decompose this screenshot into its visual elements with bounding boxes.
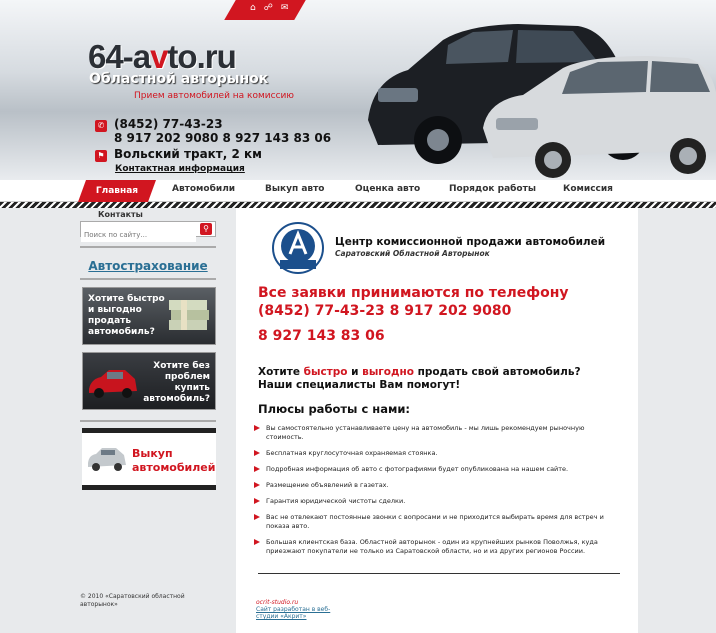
copyright: © 2010 «Саратовский областной авторынок» <box>80 593 185 608</box>
search-icon[interactable]: ⚲ <box>200 223 212 235</box>
question-text: Хотите <box>258 366 304 378</box>
sell-banner[interactable] <box>82 287 216 345</box>
money-icon <box>167 296 211 336</box>
list-item: Большая клиентская база. Областной авторынок - один из крупнейших рынков Поволжья, куда приезжают покупатели не только из Саратовской области, но и из других регионов России. <box>254 538 620 556</box>
center-subtitle: Саратовский Областной Авторынок <box>335 249 490 258</box>
phones-heading: Все заявки принимаются по телефону <box>258 285 569 301</box>
nav-item-home[interactable] <box>78 180 156 202</box>
phone-2: 8 917 202 9080 8 927 143 83 06 <box>114 131 332 145</box>
home-icon[interactable]: ⌂ <box>250 3 256 13</box>
list-item: Размещение объявлений в газетах. <box>254 481 620 490</box>
main-content <box>236 208 638 633</box>
phones-block <box>258 284 569 320</box>
list-item: Вас не отвлекают постоянные звонки с вопросами и не приходится выбирать время для встреч и показа авто. <box>254 513 620 531</box>
contact-info-link[interactable]: Контактная информация <box>115 164 245 174</box>
divider <box>80 246 216 248</box>
buyout-banner[interactable] <box>82 428 216 490</box>
logo-part: to.ru <box>167 38 236 75</box>
flag-icon: ⚑ <box>95 150 107 162</box>
benefits-list <box>254 424 620 563</box>
list-item: Подробная информация об авто с фотографиями будет опубликована на нашем сайте. <box>254 465 620 474</box>
mail-icon[interactable]: ✉ <box>280 3 289 13</box>
main-nav <box>0 180 716 202</box>
red-car-icon <box>87 365 139 401</box>
question-line-2: Наши специалисты Вам помогут! <box>258 379 461 391</box>
market-logo-emblem <box>272 222 324 274</box>
divider <box>80 278 216 280</box>
sidebar <box>80 208 220 628</box>
nav-item-buyout[interactable]: Выкуп авто <box>265 184 325 194</box>
silver-car-icon <box>86 445 128 473</box>
sitemap-icon[interactable]: ☍ <box>263 3 273 13</box>
divider <box>258 573 620 574</box>
list-item: Бесплатная круглосуточная охраняемая стоянка. <box>254 449 620 458</box>
header-contacts <box>95 117 331 174</box>
developer-brand[interactable]: ocrit-studio.ru <box>256 599 299 606</box>
nav-item-label: Главная <box>95 186 139 196</box>
contacts-label[interactable]: Контакты <box>98 210 143 219</box>
sell-banner-text: Хотите быстро и выгодно продать автомобиль? <box>88 294 165 337</box>
cars-image <box>348 0 716 180</box>
nav-item-cars[interactable]: Автомобили <box>172 184 236 194</box>
insurance-link[interactable]: Автострахование <box>88 259 208 273</box>
sell-question <box>258 366 581 392</box>
buy-banner[interactable] <box>82 352 216 410</box>
developer-credit <box>256 599 336 620</box>
top-icons <box>250 3 288 13</box>
nav-item-commission[interactable]: Комиссия <box>563 184 613 194</box>
question-text: и <box>347 366 363 378</box>
logo-part-accent: v <box>150 38 168 75</box>
divider <box>80 420 216 422</box>
logo-part: 64-a <box>88 38 151 75</box>
phone-icon: ✆ <box>95 120 107 132</box>
benefits-heading: Плюсы работы с нами: <box>258 402 411 416</box>
buy-banner-text: Хотите без проблем купить автомобиль? <box>143 361 210 404</box>
center-title: Центр комиссионной продажи автомобилей <box>335 236 606 248</box>
tagline: Прием автомобилей на комиссию <box>134 91 294 101</box>
logo-subtitle: Областной авторынок <box>89 71 269 87</box>
search-input[interactable] <box>81 228 196 242</box>
nav-item-procedure[interactable]: Порядок работы <box>449 184 536 194</box>
phones-line: (8452) 77-43-23 8 917 202 9080 <box>258 303 512 319</box>
phones-line-2: 8 927 143 83 06 <box>258 328 385 344</box>
search-box <box>80 221 216 237</box>
developer-link[interactable]: Сайт разработан в веб-студии «Акрит» <box>256 606 331 620</box>
question-text: продать свой автомобиль? <box>413 366 581 378</box>
list-item: Вы самостоятельно устанавливаете цену на автомобиль - мы лишь рекомендуем рыночную стоимость. <box>254 424 620 442</box>
nav-item-appraisal[interactable]: Оценка авто <box>355 184 421 194</box>
header <box>0 0 716 180</box>
question-accent: выгодно <box>362 366 414 378</box>
address: Вольский тракт, 2 км <box>114 147 262 161</box>
phone-1: (8452) 77-43-23 <box>114 117 223 131</box>
list-item: Гарантия юридической чистоты сделки. <box>254 497 620 506</box>
buyout-banner-text: Выкуп автомобилей <box>132 447 216 474</box>
question-accent: быстро <box>303 366 348 378</box>
